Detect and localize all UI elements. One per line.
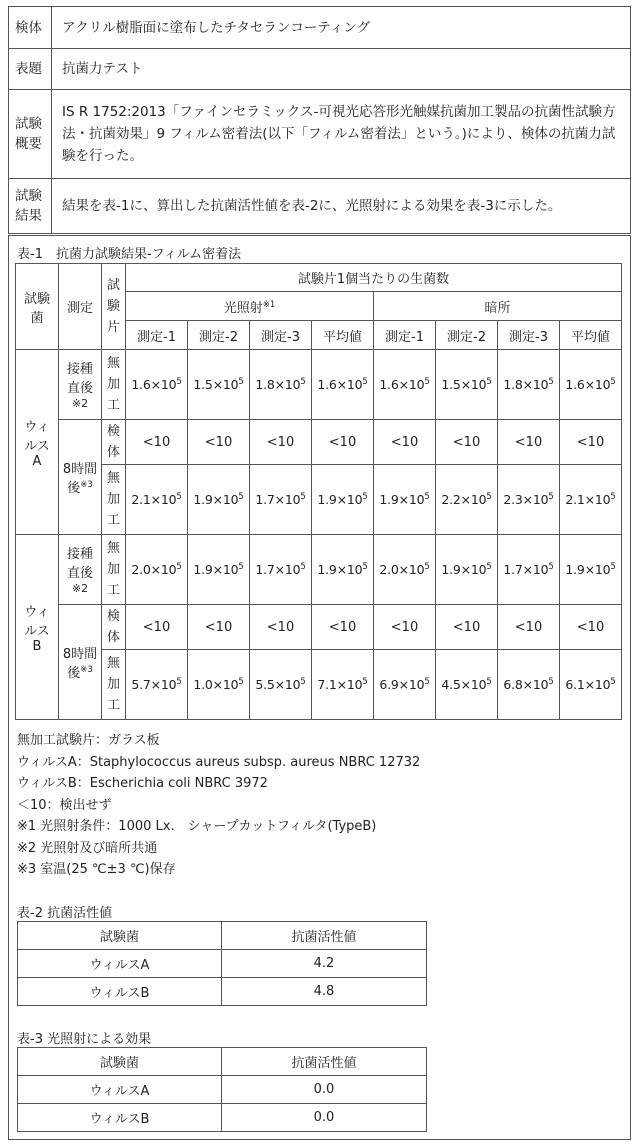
piece-char-1: 検 (106, 609, 120, 624)
count-cell (250, 650, 312, 720)
header-organism (16, 264, 59, 350)
count-mantissa: 1.6×10 (379, 377, 425, 392)
organism-cell (16, 350, 59, 535)
count-mantissa: 6.1×10 (565, 677, 611, 692)
count-cell (374, 465, 436, 535)
count-mantissa: 1.5×10 (441, 377, 487, 392)
count-exponent: 5 (548, 562, 554, 572)
header-light-text: 光照射 (223, 300, 263, 316)
time-mark: ※2 (71, 397, 89, 410)
piece-char-1: 無 (106, 541, 120, 556)
header-col-7: 測定-3 (498, 321, 560, 350)
specimen-cell (102, 605, 126, 650)
count-cell: <10 (126, 605, 188, 650)
activity-table (17, 921, 427, 1006)
count-mantissa: 1.9×10 (565, 562, 611, 577)
info-row-overview (9, 90, 631, 179)
light-effect-header (18, 1048, 427, 1076)
count-cell (436, 465, 498, 535)
count-cell (250, 350, 312, 420)
count-exponent: 5 (238, 377, 244, 387)
count-mantissa: 1.9×10 (317, 562, 363, 577)
organism-line-2: ルス (24, 438, 50, 454)
count-cell (126, 535, 188, 605)
count-mantissa: 1.9×10 (193, 492, 239, 507)
count-cell (560, 350, 622, 420)
header-piece-char-1: 試 (106, 278, 120, 293)
time-line-1: 接種 (66, 547, 93, 562)
activity-row (18, 950, 427, 978)
time-line-2: 後 (67, 666, 81, 681)
specimen-cell (102, 420, 126, 465)
result-label-line-1: 試験 (15, 188, 42, 204)
time-mark: ※3 (80, 480, 93, 490)
header-measure: 測定 (59, 264, 102, 350)
organism-cell (16, 535, 59, 720)
count-mantissa: 1.9×10 (441, 562, 487, 577)
count-mantissa: 1.6×10 (317, 377, 363, 392)
overview-label-line-1: 試験 (15, 116, 42, 132)
activity-organism: ウィルスA (18, 950, 222, 978)
count-mantissa: 1.8×10 (255, 377, 301, 392)
light-effect-row (18, 1104, 427, 1132)
count-cell: <10 (436, 605, 498, 650)
count-exponent: 5 (486, 377, 492, 387)
count-cell (188, 650, 250, 720)
table-row (16, 535, 622, 605)
count-exponent: 5 (424, 492, 430, 502)
count-mantissa: 1.6×10 (565, 377, 611, 392)
result-label (9, 179, 52, 234)
light-effect-value: 0.0 (222, 1104, 427, 1132)
count-exponent: 5 (362, 377, 368, 387)
count-exponent: 5 (238, 562, 244, 572)
count-mantissa: 6.8×10 (503, 677, 549, 692)
table2-caption: 表-2 抗菌活性値 (17, 906, 113, 921)
result-label-line-2: 結果 (15, 208, 42, 224)
piece-char-2: 体 (106, 445, 120, 460)
count-mantissa: 1.5×10 (193, 377, 239, 392)
count-exponent: 5 (176, 377, 182, 387)
count-exponent: 5 (486, 677, 492, 687)
header-row-1 (16, 264, 622, 292)
count-mantissa: 4.5×10 (441, 677, 487, 692)
piece-char-2: 体 (106, 630, 120, 645)
count-cell: <10 (374, 605, 436, 650)
count-exponent: 5 (424, 677, 430, 687)
count-mantissa: 1.7×10 (503, 562, 549, 577)
count-cell (188, 465, 250, 535)
time-line-1: 8時間 (62, 647, 98, 662)
piece-char-2: 加 (106, 562, 120, 577)
table-row (16, 350, 622, 420)
activity-organism: ウィルスB (18, 978, 222, 1006)
count-cell (560, 465, 622, 535)
count-mantissa: 2.1×10 (131, 492, 177, 507)
count-exponent: 5 (362, 562, 368, 572)
count-cell (560, 535, 622, 605)
note-line: ＜10：検出せず (17, 797, 112, 813)
light-effect-table (17, 1047, 427, 1132)
count-exponent: 5 (548, 377, 554, 387)
count-cell: <10 (312, 605, 374, 650)
count-mantissa: 2.3×10 (503, 492, 549, 507)
title-label: 表題 (9, 49, 52, 90)
header-viable-count: 試験片1個当たりの生菌数 (126, 264, 622, 292)
count-mantissa: 7.1×10 (317, 677, 363, 692)
count-cell: <10 (436, 420, 498, 465)
count-mantissa: 2.0×10 (131, 562, 177, 577)
count-mantissa: 2.1×10 (565, 492, 611, 507)
count-mantissa: 1.7×10 (255, 492, 301, 507)
header-col-4: 平均値 (312, 321, 374, 350)
table-row (16, 650, 622, 720)
piece-char-3: 工 (106, 583, 120, 598)
piece-char-2: 加 (106, 492, 120, 507)
count-cell: <10 (560, 605, 622, 650)
time-line-2: 直後 (66, 566, 93, 581)
count-cell: <10 (188, 420, 250, 465)
light-effect-organism: ウィルスB (18, 1104, 222, 1132)
untreated-cell (102, 535, 126, 605)
header-col-8: 平均値 (560, 321, 622, 350)
count-exponent: 5 (424, 562, 430, 572)
header-piece-char-2: 験 (106, 299, 120, 314)
table-row (16, 420, 622, 465)
count-cell (188, 535, 250, 605)
count-cell: <10 (250, 420, 312, 465)
count-cell: <10 (374, 420, 436, 465)
piece-char-1: 無 (106, 471, 120, 486)
title-value: 抗菌力テスト (52, 49, 631, 90)
count-mantissa: 1.9×10 (193, 562, 239, 577)
count-cell (498, 535, 560, 605)
organism-line-3: A (32, 453, 42, 469)
time-line-2: 後 (67, 481, 81, 496)
count-cell (312, 350, 374, 420)
count-cell (250, 465, 312, 535)
count-cell (188, 350, 250, 420)
count-cell: <10 (126, 420, 188, 465)
count-cell: <10 (188, 605, 250, 650)
count-exponent: 5 (610, 677, 616, 687)
info-row-sample (9, 7, 631, 49)
header-col-1: 測定-1 (126, 321, 188, 350)
time-0h-cell (59, 535, 102, 605)
piece-char-1: 検 (106, 424, 120, 439)
header-col-3: 測定-3 (250, 321, 312, 350)
count-cell: <10 (498, 605, 560, 650)
table1-caption: 表-1 抗菌力試験結果-フィルム密着法 (17, 247, 242, 262)
piece-char-3: 工 (106, 698, 120, 713)
untreated-cell (102, 350, 126, 420)
count-mantissa: 5.7×10 (131, 677, 177, 692)
count-exponent: 5 (176, 562, 182, 572)
header-col-5: 測定-1 (374, 321, 436, 350)
note-line: ※2 光照射及び暗所共通 (17, 840, 158, 856)
piece-char-2: 加 (106, 377, 120, 392)
result-value: 結果を表-1に、算出した抗菌活性値を表-2に、光照射による効果を表-3に示した。 (52, 179, 631, 234)
piece-char-1: 無 (106, 656, 120, 671)
count-exponent: 5 (238, 677, 244, 687)
count-exponent: 5 (486, 492, 492, 502)
piece-char-3: 工 (106, 513, 120, 528)
note-line: ウィルスA：Staphylococcus aureus subsp. aureus NBRC 12732 (17, 754, 421, 770)
table3-caption: 表-3 光照射による効果 (17, 1032, 152, 1047)
count-cell (250, 535, 312, 605)
count-mantissa: 1.6×10 (131, 377, 177, 392)
count-exponent: 5 (610, 377, 616, 387)
header-organism-line-1: 試験 (23, 291, 50, 307)
count-exponent: 5 (300, 377, 306, 387)
count-cell (498, 350, 560, 420)
activity-row (18, 978, 427, 1006)
count-cell: <10 (560, 420, 622, 465)
count-cell: <10 (498, 420, 560, 465)
count-cell (436, 535, 498, 605)
count-cell (498, 650, 560, 720)
piece-char-2: 加 (106, 677, 120, 692)
count-mantissa: 1.9×10 (317, 492, 363, 507)
count-exponent: 5 (300, 677, 306, 687)
header-piece-char-3: 片 (106, 320, 120, 335)
count-cell: <10 (250, 605, 312, 650)
results-table-body (16, 350, 622, 720)
count-mantissa: 2.2×10 (441, 492, 487, 507)
note-line: ※3 室温(25 ℃±3 ℃)保存 (17, 862, 176, 877)
time-line-1: 接種 (66, 362, 93, 377)
count-cell (126, 465, 188, 535)
note-line: 無加工試験片：ガラス板 (17, 733, 160, 748)
count-mantissa: 6.9×10 (379, 677, 425, 692)
count-mantissa: 1.0×10 (193, 677, 239, 692)
header-dark: 暗所 (374, 292, 622, 321)
overview-label (9, 90, 52, 179)
notes (17, 730, 420, 881)
info-row-title (9, 49, 631, 90)
header-col-6: 測定-2 (436, 321, 498, 350)
sample-label: 検体 (9, 7, 52, 49)
count-cell (436, 350, 498, 420)
activity-header-value: 抗菌活性値 (222, 922, 427, 950)
count-mantissa: 5.5×10 (255, 677, 301, 692)
count-cell (312, 650, 374, 720)
activity-header (18, 922, 427, 950)
count-cell (374, 350, 436, 420)
table-row (16, 605, 622, 650)
count-exponent: 5 (362, 677, 368, 687)
activity-value: 4.8 (222, 978, 427, 1006)
count-cell (126, 650, 188, 720)
time-mark: ※3 (80, 665, 93, 675)
organism-line-1: ウィ (24, 604, 50, 620)
count-exponent: 5 (238, 492, 244, 502)
count-cell (126, 350, 188, 420)
sample-value: アクリル樹脂面に塗布したチタセランコーティング (52, 7, 631, 49)
overview-value: IS R 1752:2013「ファインセラミックス-可視光応答形光触媒抗菌加工製品の抗菌性試験方法・抗菌効果」9 フィルム密着法(以下「フィルム密着法」という。)により、検体の抗菌力試験を行った。 (52, 90, 631, 179)
light-effect-header-value: 抗菌活性値 (222, 1048, 427, 1076)
piece-char-3: 工 (106, 398, 120, 413)
count-mantissa: 1.9×10 (379, 492, 425, 507)
time-8h-cell (59, 605, 102, 720)
count-exponent: 5 (548, 677, 554, 687)
count-exponent: 5 (300, 492, 306, 502)
light-effect-row (18, 1076, 427, 1104)
untreated-cell (102, 465, 126, 535)
count-exponent: 5 (486, 562, 492, 572)
organism-line-2: ルス (24, 623, 50, 639)
header-piece (102, 264, 126, 350)
count-exponent: 5 (610, 562, 616, 572)
results-table (15, 263, 622, 720)
time-8h-cell (59, 420, 102, 535)
count-cell (498, 465, 560, 535)
activity-header-organism: 試験菌 (18, 922, 222, 950)
count-exponent: 5 (300, 562, 306, 572)
count-cell (312, 535, 374, 605)
activity-value: 4.2 (222, 950, 427, 978)
note-line: ウィルスB：Escherichia coli NBRC 3972 (17, 776, 268, 791)
count-cell (436, 650, 498, 720)
header-col-2: 測定-2 (188, 321, 250, 350)
count-cell (374, 535, 436, 605)
count-exponent: 5 (548, 492, 554, 502)
light-effect-header-organism: 試験菌 (18, 1048, 222, 1076)
count-mantissa: 1.8×10 (503, 377, 549, 392)
header-light (126, 292, 374, 321)
organism-line-1: ウィ (24, 419, 50, 435)
time-line-2: 直後 (66, 381, 93, 396)
count-mantissa: 2.0×10 (379, 562, 425, 577)
header-organism-line-2: 菌 (30, 310, 44, 326)
piece-char-1: 無 (106, 356, 120, 371)
info-row-result (9, 179, 631, 234)
time-0h-cell (59, 350, 102, 420)
count-cell (560, 650, 622, 720)
count-exponent: 5 (610, 492, 616, 502)
count-exponent: 5 (362, 492, 368, 502)
light-effect-value: 0.0 (222, 1076, 427, 1104)
header-light-mark: ※1 (262, 299, 276, 310)
count-mantissa: 1.7×10 (255, 562, 301, 577)
count-exponent: 5 (424, 377, 430, 387)
table-row (16, 465, 622, 535)
untreated-cell (102, 650, 126, 720)
light-effect-organism: ウィルスA (18, 1076, 222, 1104)
count-cell (312, 465, 374, 535)
time-mark: ※2 (71, 582, 89, 595)
count-cell: <10 (312, 420, 374, 465)
count-exponent: 5 (176, 677, 182, 687)
count-exponent: 5 (176, 492, 182, 502)
organism-line-3: B (32, 638, 42, 654)
time-line-1: 8時間 (62, 462, 98, 477)
count-cell (374, 650, 436, 720)
note-line: ※1 光照射条件：1000 Lx. シャープカットフィルタ(TypeB) (17, 819, 377, 834)
overview-label-line-2: 概要 (15, 136, 42, 152)
info-table (8, 6, 631, 234)
